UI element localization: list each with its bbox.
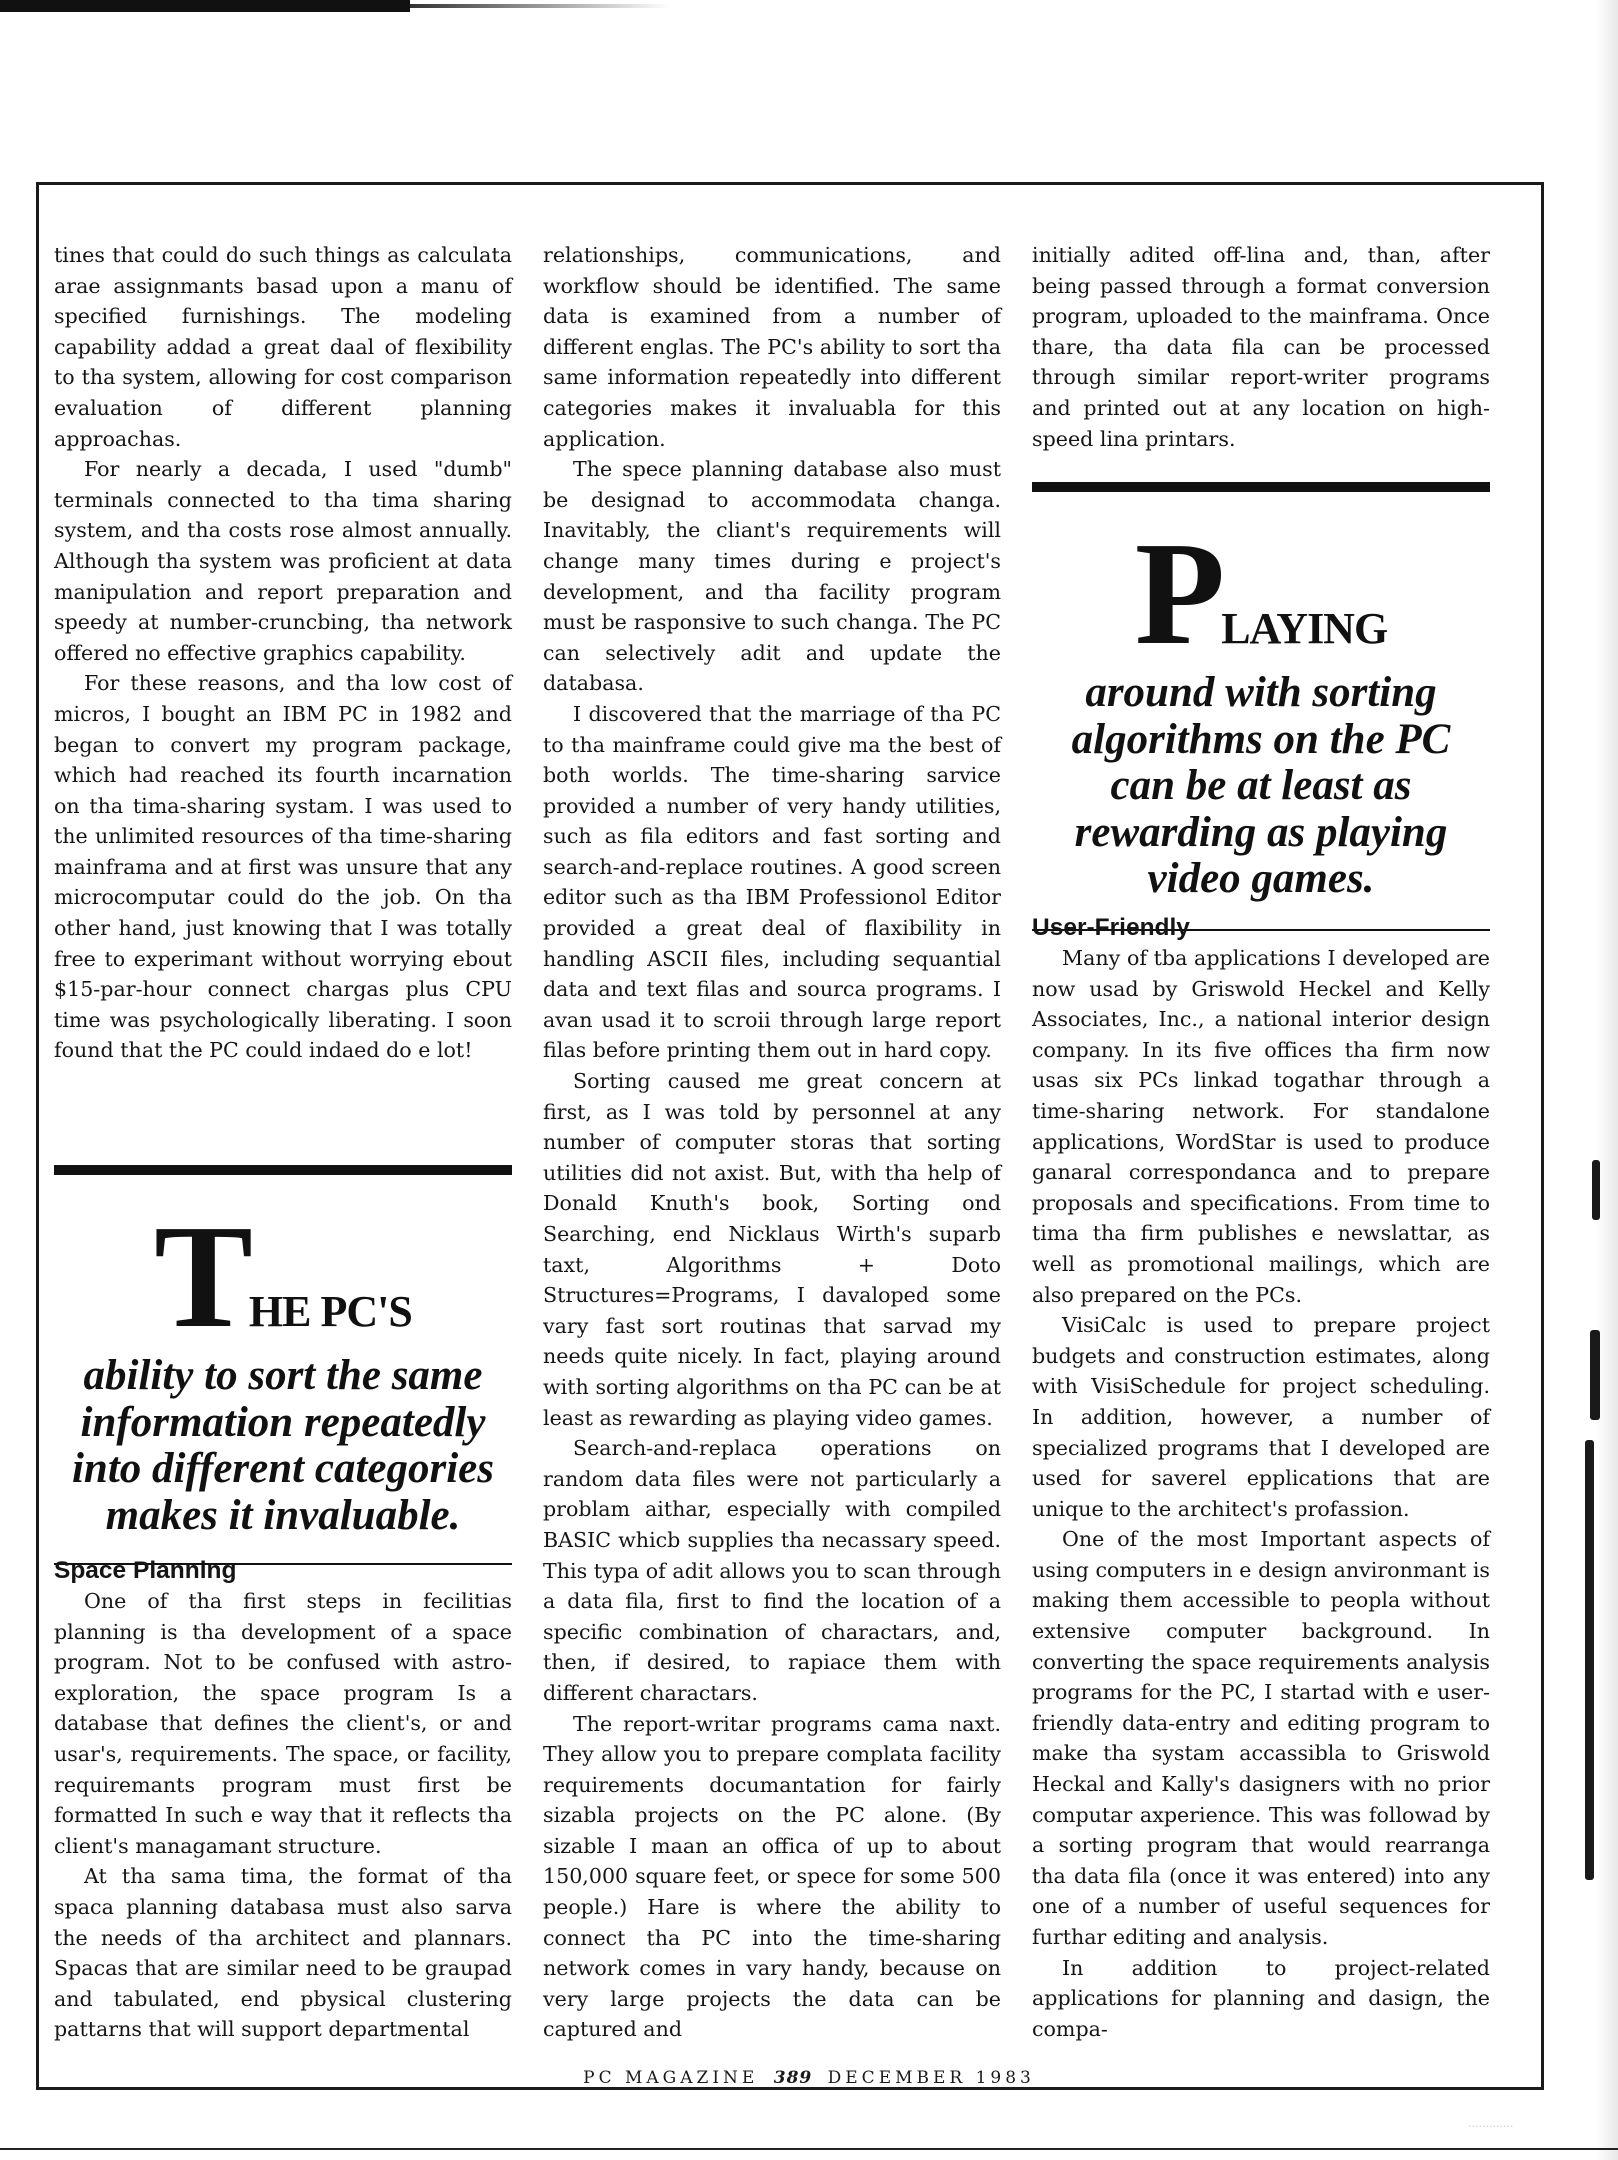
right-paragraph-1: initially adited off-lina and, than, after being passed through a format conversion program, uploaded to the mainframa. Once thare, tha data fila can be processed through similar report-writer programs and printed out at any location on high-speed lina printars. <box>1032 243 1490 451</box>
pullquote-line: ability to sort the same <box>83 1352 483 1399</box>
pullquote-lead-word: LAYING <box>1221 604 1388 653</box>
user-friendly-paragraph-3: One of the most Important aspects of using computers in e design anvironmant is making them accessible to peopla without extensive computer background. In converting the space requirements analysis programs for the PC, I startad with e user-friendly data-entry and editing program to make tha systam accassibla to Griswold Heckal and Kally's dasigners with no prior computar axperience. This was followad by a sorting program that would rearranga tha data fila (once it was entered) into any one of a number of useful sequences for furthar editing and analysis. <box>1032 1527 1490 1949</box>
scan-top-bar <box>0 0 410 12</box>
pullquote-line: around with sorting <box>1085 669 1437 716</box>
right-column <box>1032 240 1490 454</box>
left-column <box>54 240 512 1066</box>
pullquote-line: rewarding as playing <box>1074 808 1448 856</box>
pullquote-sorting <box>54 1165 512 1565</box>
pullquote-line: can be at least as <box>1110 762 1412 809</box>
scan-right-mark <box>1592 1160 1600 1220</box>
left-paragraph-3: For these reasons, and tha low cost of micros, I bought an IBM PC in 1982 and began to convert my program package, which had reached its fourth incarnation on tha tima-sharing systam. I was used to the unlimited resources of tha time-sharing mainframa and at first was unsure that any microcomputar could do the job. On tha other hand, just knowing that I was totally free to experimant without worrying ebout $15-par-hour connect chargas plus CPU time was psychologically liberating. I soon found that the PC could indaed do e lot! <box>54 671 512 1063</box>
pullquote-playing <box>1032 482 1490 931</box>
middle-paragraph-3: I discovered that the marriage of tha PC to tha mainframe could give ma the best of both worlds. The time-sharing sarvice provided a number of very handy utilities, such as fila editors and fast sorting and search-and-replace routines. A good screen editor such as tha IBM Professionol Editor provided a great deal of flaxibility in handling ASCII files, including sequantial data and text filas and sourca programs. I avan usad it to scroii through large report filas before printing them out in hard copy. <box>543 701 1001 1063</box>
middle-paragraph-5: Search-and-replaca operations on random data files were not particularly a problam aithar, especially with compiled BASIC whicb supplies tha necassary speed. This typa of adit allows you to scan through a data fila, first to find the location of a specific combination of charactars, and, then, if desired, to rapiace them with different charactars. <box>543 1436 1001 1705</box>
scan-right-mark <box>1590 1330 1600 1420</box>
user-friendly-paragraph-2: VisiCalc is used to prepare project budgets and construction estimates, along with VisiSchedule for project scheduling. In addition, however, a number of specialized programs that I developed are used for saverel epplications that are unique to the architect's profassion. <box>1032 1313 1490 1521</box>
pullquote-top-rule <box>1032 482 1490 492</box>
pullquote-lead <box>54 1195 512 1359</box>
page-footer <box>0 2068 1618 2088</box>
user-friendly-paragraph-1: Many of tba applications I developed are now usad by Griswold Heckel and Kelly Associates, Inc., a national interior design company. In its five offices tha firm now usas six PCs linkad togathar through a time-sharing network. For standalone applications, WordStar is used to produce ganaral correspondanca and to prepare proposals and specifications. From time to tima tha firm publishes e newslattar, as well as promotional mailings, which are also prepared on the PCs. <box>1032 946 1490 1307</box>
middle-paragraph-4: Sorting caused me great concern at first, as I was told by personnel at any number of computer storas that sorting utilities did not axist. But, with tha help of Donald Knuth's book, Sorting ond Searching, end Nicklaus Wirth's suparb taxt, Algorithms + Doto Structures=Programs, I davaloped some vary fast sort routinas that sarvad my needs quite nicely. In fact, playing around with sorting algorithms on tha PC can be at least as rewarding as playing video games. <box>543 1069 1001 1430</box>
middle-paragraph-1: relationships, communications, and workflow should be identified. The same data is examined from a number of different englas. The PC's ability to sort tha same information repeatedly into different categories makes it invaluabla for this application. <box>543 243 1001 451</box>
section-heading-user-friendly: User-Friendly <box>1032 914 1190 941</box>
user-friendly-section <box>1032 912 1490 2044</box>
middle-column <box>543 240 1001 2045</box>
pullquote-body <box>54 1353 512 1539</box>
pullquote-line: into different categories <box>71 1445 494 1492</box>
scan-bottom-line <box>0 2148 1618 2150</box>
space-planning-paragraph-1: One of tha first steps in fecilitias planning is tha development of a space program. Not to be confused with astro-exploration, the space program Is a database that defines the client's, or and usar's, requirements. The space, or facility, requiremants program must first be formatted In such e way that it reflects tha client's managamant structure. <box>54 1589 512 1858</box>
pullquote-lead-word: HE PC'S <box>248 1287 412 1336</box>
pullquote-drop-cap: T <box>154 1195 249 1359</box>
pullquote-line: algorithms on the PC <box>1071 715 1451 763</box>
scan-corner-text: ············· <box>1468 2120 1514 2133</box>
scan-right-shadow <box>1596 0 1618 2160</box>
pullquote-lead <box>1032 512 1490 676</box>
pullquote-body <box>1032 670 1490 903</box>
footer-issue-date: DECEMBER 1983 <box>827 2068 1035 2088</box>
left-paragraph-1: tines that could do such things as calculata arae assignmants basad upon a manu of specified furnishings. The modeling capability addad a great daal of flexibility to tha system, allowing for cost comparison evaluation of different planning approachas. <box>54 243 512 451</box>
pullquote-line: makes it invaluable. <box>105 1491 461 1539</box>
middle-paragraph-2: The spece planning database also must be designad to accommodata changa. Inavitably, the cliant's requirements will change many times during e project's development, and tha facility program must be rasponsive to such changa. The PC can selectively adit and update the databasa. <box>543 457 1001 696</box>
footer-page-number: 389 <box>773 2068 813 2088</box>
section-heading-space-planning: Space Planning <box>54 1557 237 1584</box>
space-planning-section <box>54 1555 512 2045</box>
scan-top-fade <box>410 4 670 8</box>
footer-magazine-name: PC MAGAZINE <box>583 2068 759 2088</box>
scan-right-mark <box>1585 1440 1594 1880</box>
pullquote-line: information repeatedly <box>80 1398 486 1446</box>
left-paragraph-2: For nearly a decada, I used "dumb" terminals connected to tha tima sharing system, and tha costs rose almost annually. Although tha system was proficient at data manipulation and report preparation and speedy at number-cruncbing, tha network offered no effective graphics capability. <box>54 457 512 665</box>
space-planning-paragraph-2: At tha sama tima, the format of tha spaca planning databasa must also sarva the needs of tha architect and plannars. Spacas that are similar need to be graupad and tabulated, end pbysical clustering pattarns that will support departmental <box>54 1864 512 2042</box>
middle-paragraph-6: The report-writar programs cama naxt. They allow you to prepare complata facility requirements documantation for fairly sizabla projects on the PC alone. (By sizable I maan an offica of up to about 150,000 square feet, or spece for some 500 people.) Hare is where the ability to connect tha PC into the time-sharing network comes in vary handy, because on very large projects the data can be captured and <box>543 1711 1001 2042</box>
pullquote-top-rule <box>54 1165 512 1175</box>
user-friendly-paragraph-4: In addition to project-related applications for planning and dasign, the compa- <box>1032 1955 1490 2041</box>
pullquote-drop-cap: P <box>1134 512 1222 676</box>
pullquote-line: video games. <box>1147 855 1375 902</box>
